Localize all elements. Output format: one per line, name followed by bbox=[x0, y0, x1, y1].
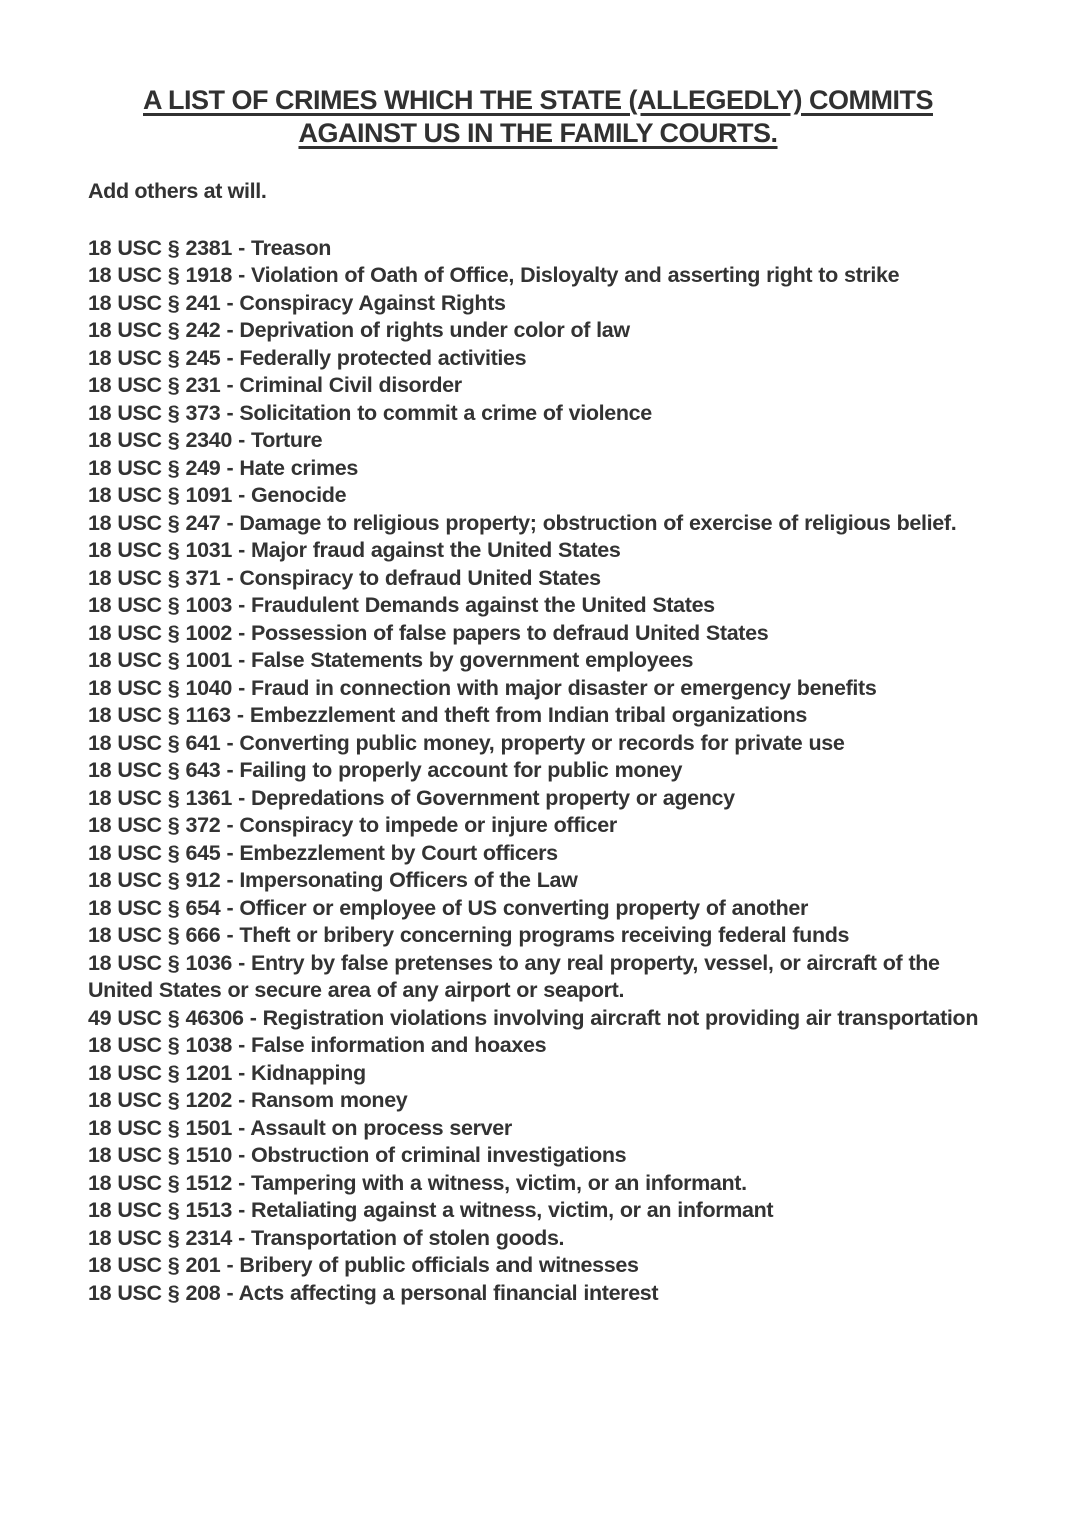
list-item: 18 USC § 208 - Acts affecting a personal financial interest bbox=[88, 1280, 659, 1305]
list-item: 18 USC § 645 - Embezzlement by Court officers bbox=[88, 840, 558, 865]
crime-list bbox=[88, 235, 988, 1308]
list-item: 18 USC § 1038 - False information and hoaxes bbox=[88, 1033, 547, 1057]
list-item: 18 USC § 249 - Hate crimes bbox=[88, 455, 358, 480]
document-title bbox=[88, 84, 988, 150]
list-item: 18 USC § 1512 - Tampering with a witness, victim, or an informant. bbox=[88, 1170, 747, 1195]
list-item: 18 USC § 1201 - Kidnapping bbox=[88, 1060, 366, 1085]
list-item: 18 USC § 1918 - Violation of Oath of Office, Disloyalty and asserting right to strike bbox=[88, 263, 900, 287]
list-item: 18 USC § 1513 - Retaliating against a witness, victim, or an informant bbox=[88, 1198, 774, 1222]
list-item: 18 USC § 247 - Damage to religious property; obstruction of exercise of religious belief. bbox=[88, 510, 957, 535]
list-item: 18 USC § 666 - Theft or bribery concerning programs receiving federal funds bbox=[88, 923, 850, 947]
document-content bbox=[88, 84, 988, 1307]
list-item: 18 USC § 245 - Federally protected activities bbox=[88, 345, 527, 370]
list-item: 18 USC § 641 - Converting public money, property or records for private use bbox=[88, 730, 845, 755]
list-item: 18 USC § 1510 - Obstruction of criminal investigations bbox=[88, 1143, 627, 1167]
list-item: 49 USC § 46306 - Registration violations involving aircraft not providing air transportation bbox=[88, 1005, 979, 1030]
list-item: 18 USC § 371 - Conspiracy to defraud United States bbox=[88, 565, 601, 590]
title-line-2: AGAINST US IN THE FAMILY COURTS. bbox=[298, 118, 778, 148]
list-item: 18 USC § 1001 - False Statements by government employees bbox=[88, 648, 694, 672]
list-item: 18 USC § 231 - Criminal Civil disorder bbox=[88, 373, 462, 397]
list-item: 18 USC § 2381 - Treason bbox=[88, 235, 332, 260]
subtitle: Add others at will. bbox=[88, 179, 267, 203]
list-item: 18 USC § 1202 - Ransom money bbox=[88, 1088, 408, 1112]
list-item: 18 USC § 2314 - Transportation of stolen goods. bbox=[88, 1225, 565, 1250]
list-item: 18 USC § 1361 - Depredations of Government property or agency bbox=[88, 785, 735, 810]
title-line-1: A LIST OF CRIMES WHICH THE STATE (ALLEGEDLY) COMMITS bbox=[143, 85, 933, 115]
list-item: 18 USC § 643 - Failing to properly account for public money bbox=[88, 758, 683, 782]
list-item: 18 USC § 1002 - Possession of false papers to defraud United States bbox=[88, 620, 769, 645]
list-item: 18 USC § 1163 - Embezzlement and theft from Indian tribal organizations bbox=[88, 703, 807, 727]
list-item: 18 USC § 1501 - Assault on process server bbox=[88, 1115, 512, 1140]
list-item: 18 USC § 654 - Officer or employee of US converting property of another bbox=[88, 895, 808, 920]
list-item: 18 USC § 1003 - Fraudulent Demands against the United States bbox=[88, 593, 715, 617]
list-item: 18 USC § 242 - Deprivation of rights under color of law bbox=[88, 318, 630, 342]
list-item: 18 USC § 1031 - Major fraud against the United States bbox=[88, 538, 621, 562]
list-item: 18 USC § 1091 - Genocide bbox=[88, 483, 347, 507]
list-item: 18 USC § 373 - Solicitation to commit a crime of violence bbox=[88, 400, 652, 425]
list-item: 18 USC § 1036 - Entry by false pretenses to any real property, vessel, or aircraft of the United States or secure area of any airport or seaport. bbox=[88, 950, 940, 1002]
list-item: 18 USC § 912 - Impersonating Officers of the Law bbox=[88, 868, 578, 892]
list-item: 18 USC § 2340 - Torture bbox=[88, 428, 323, 452]
list-item: 18 USC § 372 - Conspiracy to impede or injure officer bbox=[88, 813, 617, 837]
list-item: 18 USC § 241 - Conspiracy Against Rights bbox=[88, 290, 506, 315]
list-item: 18 USC § 201 - Bribery of public officials and witnesses bbox=[88, 1253, 639, 1277]
list-item: 18 USC § 1040 - Fraud in connection with major disaster or emergency benefits bbox=[88, 675, 877, 700]
